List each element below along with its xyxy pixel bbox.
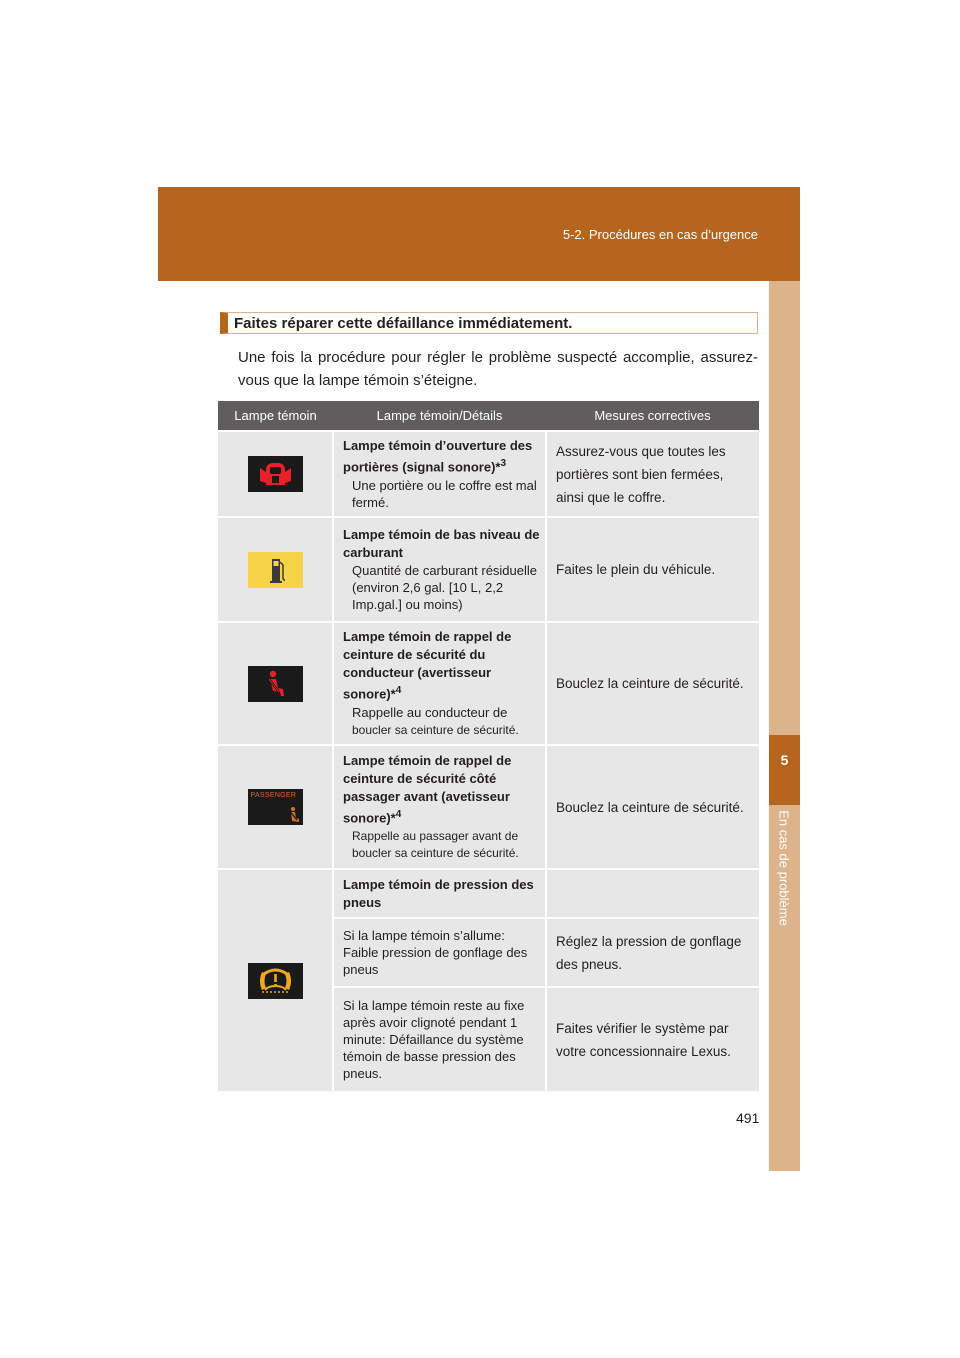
table-row bbox=[218, 431, 759, 517]
intro-paragraph: Une fois la procédure pour régler le problème suspecté accomplie, assurez-vous que la lampe témoin s’éteigne. bbox=[238, 349, 758, 389]
measure-cell bbox=[546, 745, 759, 869]
table-row bbox=[218, 869, 759, 918]
detail-cell bbox=[333, 745, 546, 869]
chapter-number: 5 bbox=[780, 752, 789, 768]
driver-seatbelt-reminder-icon bbox=[248, 666, 303, 702]
corrective-measure: Faites vérifier le système par votre concessionnaire Lexus. bbox=[556, 1020, 731, 1059]
lamp-title: Lampe témoin de rappel de ceinture de sécurité du conducteur (avertisseur sonore)*$^4$ bbox=[343, 629, 512, 702]
measure-cell bbox=[546, 869, 759, 918]
passenger-seatbelt-reminder-icon bbox=[248, 789, 303, 825]
icon-cell bbox=[218, 869, 333, 1091]
table-row bbox=[218, 517, 759, 622]
lamp-title: Lampe témoin de pression des pneus bbox=[343, 876, 534, 910]
lamp-description: Rappelle au conducteur de boucler sa ceinture de sécurité. bbox=[352, 704, 519, 737]
corrective-measure: Faites le plein du véhicule. bbox=[556, 562, 716, 577]
measure-cell bbox=[546, 987, 759, 1091]
lamp-condition: Si la lampe témoin s’allume: Faible pression de gonflage des pneus bbox=[343, 928, 528, 977]
page-header bbox=[158, 187, 800, 281]
corrective-measure: Bouclez la ceinture de sécurité. bbox=[556, 676, 744, 691]
lamp-description: Une portière ou le coffre est mal fermé. bbox=[352, 477, 537, 510]
tire-pressure-warning-icon bbox=[248, 963, 303, 999]
warning-lights-table bbox=[218, 401, 759, 1091]
lamp-description: Rappelle au passager avant de boucler sa ceinture de sécurité. bbox=[352, 828, 519, 860]
corrective-measure: Assurez-vous que toutes les portières sont bien fermées, ainsi que le coffre. bbox=[556, 443, 726, 505]
measure-cell bbox=[546, 431, 759, 517]
lamp-title: Lampe témoin de rappel de ceinture de sécurité côté passager avant (avetisseur sonore)*$^4$ bbox=[343, 753, 512, 826]
section-heading bbox=[220, 312, 758, 334]
icon-cell bbox=[218, 517, 333, 622]
low-fuel-icon bbox=[248, 552, 303, 588]
door-open-warning-icon bbox=[248, 456, 303, 492]
icon-cell bbox=[218, 622, 333, 745]
detail-cell bbox=[333, 987, 546, 1091]
chapter-tab bbox=[769, 735, 800, 805]
detail-cell bbox=[333, 622, 546, 745]
column-header-lamp: Lampe témoin bbox=[218, 401, 333, 431]
detail-cell bbox=[333, 918, 546, 987]
table-row bbox=[218, 745, 759, 869]
detail-cell bbox=[333, 869, 546, 918]
table-header-row bbox=[218, 401, 759, 431]
icon-cell bbox=[218, 745, 333, 869]
measure-cell bbox=[546, 517, 759, 622]
side-strip bbox=[769, 281, 800, 1171]
detail-cell bbox=[333, 517, 546, 622]
corrective-measure: Bouclez la ceinture de sécurité. bbox=[556, 799, 744, 815]
lamp-condition: Si la lampe témoin reste au fixe après avoir clignoté pendant 1 minute: Défaillance du système témoin de basse pression des pneus. bbox=[343, 998, 525, 1081]
section-title: 5-2. Procédures en cas d’urgence bbox=[562, 227, 758, 242]
column-header-measures: Mesures correctives bbox=[546, 401, 759, 431]
table-row bbox=[218, 622, 759, 745]
passenger-label: PASSENGER bbox=[250, 792, 297, 799]
icon-cell bbox=[218, 431, 333, 517]
measure-cell bbox=[546, 918, 759, 987]
lamp-description: Quantité de carburant résiduelle (environ 2,6 gal. [10 L, 2,2 Imp.gal.] ou moins) bbox=[352, 563, 538, 612]
column-header-details: Lampe témoin/Détails bbox=[333, 401, 546, 431]
lamp-title: Lampe témoin d’ouverture des portières (signal sonore)*$^3$ bbox=[343, 438, 533, 475]
lamp-title: Lampe témoin de bas niveau de carburant bbox=[343, 527, 540, 560]
chapter-label: En cas de problème bbox=[776, 810, 792, 926]
measure-cell bbox=[546, 622, 759, 745]
section-heading-text: Faites réparer cette défaillance immédiatement. bbox=[234, 315, 573, 332]
page-number: 491 bbox=[736, 1110, 760, 1126]
corrective-measure: Réglez la pression de gonflage des pneus. bbox=[556, 933, 742, 972]
detail-cell bbox=[333, 431, 546, 517]
